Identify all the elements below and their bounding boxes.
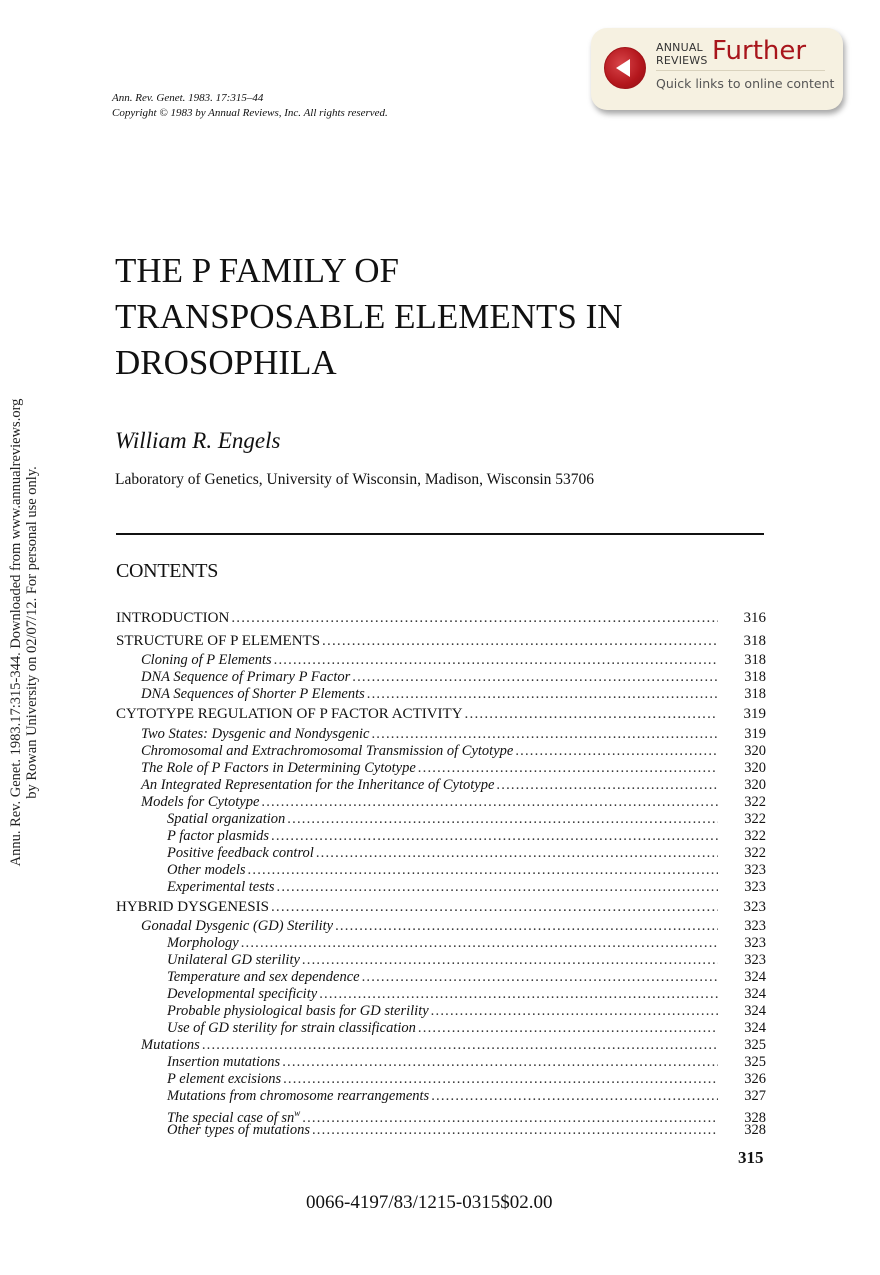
dot-leader	[274, 652, 718, 669]
toc-entry-page: 318	[743, 632, 766, 649]
toc-entry-page: 322	[744, 793, 766, 810]
toc-entry-page: 325	[744, 1037, 766, 1053]
superscript: w	[294, 1108, 301, 1118]
dot-leader	[283, 1071, 718, 1088]
toc-entry[interactable]	[116, 862, 766, 879]
toc-entry-page: 320	[744, 776, 766, 793]
journal-header	[112, 91, 388, 121]
toc-entry[interactable]	[116, 1037, 766, 1054]
toc-entry[interactable]	[116, 630, 766, 653]
toc-entry-page: 328	[744, 1122, 766, 1138]
toc-entry[interactable]	[116, 845, 766, 862]
toc-entry-page: 322	[744, 810, 766, 827]
dot-leader	[418, 1020, 718, 1037]
dot-leader	[231, 607, 718, 630]
toc-entry-label: Positive feedback control	[167, 844, 314, 861]
quick-links-label: Quick links to online content	[656, 76, 835, 91]
toc-entry-page: 323	[744, 935, 766, 951]
toc-entry-label: Morphology	[167, 935, 239, 951]
toc-entry[interactable]	[116, 794, 766, 811]
contents-heading: CONTENTS	[116, 560, 219, 582]
toc-entry[interactable]	[116, 686, 766, 703]
horizontal-rule	[116, 533, 764, 535]
download-notice	[5, 360, 55, 910]
toc-entry[interactable]	[116, 879, 766, 896]
toc-entry[interactable]	[116, 952, 766, 969]
toc-entry[interactable]	[116, 935, 766, 952]
toc-entry-label: An Integrated Representation for the Inheritance of Cytotype	[141, 776, 495, 793]
dot-leader	[202, 1037, 718, 1054]
dot-leader	[362, 969, 718, 986]
toc-entry-page: 325	[744, 1054, 766, 1070]
dot-leader	[277, 879, 718, 896]
toc-entry[interactable]	[116, 1003, 766, 1020]
toc-entry-page: 323	[744, 878, 766, 895]
download-notice-line2: by Rowan University on 02/07/12. For personal use only.	[24, 466, 40, 799]
toc-entry-label: Insertion mutations	[167, 1054, 281, 1070]
annual-reviews-logo: ANNUAL REVIEWS	[656, 41, 708, 67]
dot-leader	[367, 686, 718, 703]
dot-leader	[496, 777, 718, 794]
toc-entry-page: 319	[744, 725, 766, 742]
toc-entry-page: 323	[744, 861, 766, 878]
toc-entry-label: Developmental specificity	[167, 986, 318, 1002]
download-notice-line1: Annu. Rev. Genet. 1983.17:315-344. Downloaded from www.annualreviews.org	[8, 398, 24, 867]
toc-entry-page: 322	[744, 844, 766, 861]
dot-leader	[515, 743, 718, 760]
toc-entry-label: Gonadal Dysgenic (GD) Sterility	[141, 918, 334, 934]
dot-leader	[322, 630, 718, 653]
toc-entry-page: 320	[744, 742, 766, 759]
toc-entry-page: 318	[744, 669, 766, 685]
toc-entry-label: Other types of mutations	[167, 1122, 310, 1138]
toc-entry-label: HYBRID DYSGENESIS	[116, 898, 269, 915]
dot-leader	[352, 669, 718, 686]
toc-entry[interactable]	[116, 726, 766, 743]
toc-entry[interactable]	[116, 811, 766, 828]
toc-entry-page: 328	[744, 1110, 766, 1126]
toc-entry-label: The special case of $sn^w$	[167, 1108, 301, 1126]
dot-leader	[271, 828, 718, 845]
toc-entry-label: Other models	[167, 861, 246, 878]
dot-leader	[248, 862, 718, 879]
toc-entry-page: 320	[744, 759, 766, 776]
toc-entry-page: 318	[744, 652, 766, 668]
toc-entry-page: 318	[744, 686, 766, 702]
toc-entry[interactable]	[116, 607, 766, 630]
dot-leader	[418, 760, 718, 777]
dot-leader	[261, 794, 718, 811]
dot-leader	[371, 726, 718, 743]
toc-entry-label: Temperature and sex dependence	[167, 969, 360, 985]
dot-leader	[241, 935, 718, 952]
annual-reviews-further-button[interactable]	[591, 28, 843, 110]
toc-entry-page: 319	[743, 706, 766, 722]
toc-entry-label: P element excisions	[167, 1071, 282, 1087]
dot-leader	[302, 952, 718, 969]
toc-entry[interactable]	[116, 703, 766, 726]
article-title: THE P FAMILY OF TRANSPOSABLE ELEMENTS IN DROSOPHILA	[115, 251, 623, 382]
toc-entry-page: 324	[744, 1003, 766, 1019]
toc-entry-page: 324	[744, 969, 766, 985]
toc-entry-label: Probable physiological basis for GD sterility	[167, 1003, 429, 1019]
toc-entry[interactable]	[116, 1088, 766, 1105]
toc-entry[interactable]	[116, 1020, 766, 1037]
toc-entry[interactable]	[116, 828, 766, 845]
journal-copyright: Copyright © 1983 by Annual Reviews, Inc. All rights reserved.	[112, 107, 388, 119]
dot-leader	[431, 1003, 718, 1020]
dot-leader	[282, 1054, 718, 1071]
back-arrow-icon	[604, 47, 646, 89]
toc-entry-page: 326	[744, 1071, 766, 1087]
author-name: William R. Engels	[115, 428, 281, 453]
toc-entry[interactable]	[116, 777, 766, 794]
toc-entry-label: DNA Sequence of Primary P Factor	[141, 669, 351, 685]
dot-leader	[319, 986, 718, 1003]
dot-leader	[431, 1088, 718, 1105]
toc-entry[interactable]	[116, 1105, 766, 1126]
toc-entry-label: DNA Sequences of Shorter P Elements	[141, 686, 365, 702]
toc-entry[interactable]	[116, 743, 766, 760]
page-number: 315	[738, 1148, 764, 1167]
toc-entry[interactable]	[116, 760, 766, 777]
toc-entry[interactable]	[116, 669, 766, 686]
toc-entry[interactable]	[116, 1054, 766, 1071]
toc-entry-label: INTRODUCTION	[116, 610, 230, 626]
journal-citation: Ann. Rev. Genet. 1983. 17:315–44	[112, 92, 264, 104]
toc-entry-label: Mutations	[141, 1037, 200, 1053]
further-label: Further	[712, 36, 807, 66]
badge-divider	[656, 70, 825, 71]
toc-entry[interactable]	[116, 652, 766, 669]
dot-leader	[287, 811, 718, 828]
toc-entry-page: 324	[744, 1020, 766, 1036]
toc-entry-label: The Role of P Factors in Determining Cytotype	[141, 759, 416, 776]
author-affiliation: Laboratory of Genetics, University of Wisconsin, Madison, Wisconsin 53706	[115, 471, 595, 488]
dot-leader	[465, 703, 718, 726]
toc-entry-label: Spatial organization	[167, 810, 286, 827]
toc-entry-page: 324	[744, 986, 766, 1002]
toc-entry-page: 323	[744, 918, 766, 934]
toc-entry[interactable]	[116, 1122, 766, 1139]
dot-leader	[312, 1122, 718, 1139]
toc-entry-label: STRUCTURE OF P ELEMENTS	[116, 632, 321, 649]
toc-entry-label: Cloning of P Elements	[141, 652, 272, 668]
table-of-contents	[116, 607, 766, 1139]
toc-entry[interactable]	[116, 896, 766, 919]
toc-entry-label: Models for Cytotype	[141, 793, 260, 810]
toc-entry[interactable]	[116, 986, 766, 1003]
dot-leader	[316, 845, 718, 862]
toc-entry-page: 323	[743, 898, 766, 915]
toc-entry-label: CYTOTYPE REGULATION OF P FACTOR ACTIVITY	[116, 706, 463, 722]
toc-entry-label: Experimental tests	[167, 878, 275, 895]
toc-entry-page: 323	[744, 952, 766, 968]
article-code: 0066-4197/83/1215-0315$02.00	[306, 1192, 553, 1213]
toc-entry-label: Mutations from chromosome rearrangements	[167, 1088, 430, 1104]
toc-entry[interactable]	[116, 1071, 766, 1088]
dot-leader	[271, 896, 718, 919]
toc-entry[interactable]	[116, 969, 766, 986]
toc-entry-label: Chromosomal and Extrachromosomal Transmission of Cytotype	[141, 742, 514, 759]
toc-entry-page: 316	[743, 610, 766, 626]
toc-entry-label: Unilateral GD sterility	[167, 952, 300, 968]
toc-entry-label: Use of GD sterility for strain classification	[167, 1020, 416, 1036]
dot-leader	[335, 918, 718, 935]
toc-entry[interactable]	[116, 918, 766, 935]
toc-entry-label: Two States: Dysgenic and Nondysgenic	[141, 725, 370, 742]
toc-entry-label: P factor plasmids	[167, 827, 270, 844]
toc-entry-page: 327	[744, 1088, 766, 1104]
toc-entry-page: 322	[744, 827, 766, 844]
